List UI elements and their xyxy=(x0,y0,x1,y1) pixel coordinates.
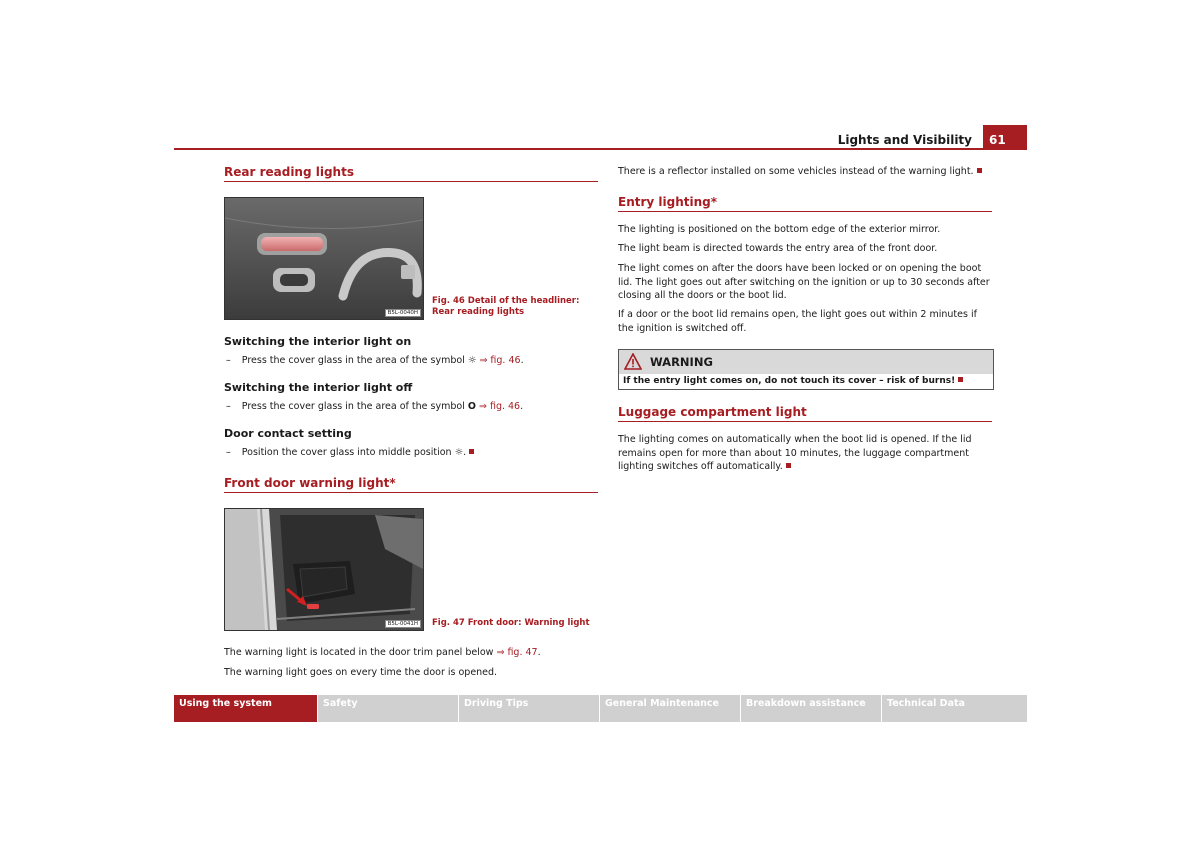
door-contact-heading: Door contact setting xyxy=(224,427,352,440)
fig-46-reference-link[interactable]: ⇒ fig. 46 xyxy=(478,401,521,412)
entry-lighting-paragraph-3: The light comes on after the doors have been locked or on opening the boot lid. The light goes out after switching on the ignition or up to 30 seconds after closing all the doors or the boot lid. xyxy=(618,263,990,301)
warning-header xyxy=(619,350,993,374)
figure-code: B5L-0040H xyxy=(385,309,421,317)
section-rule xyxy=(224,492,598,493)
door-contact-text: Position the cover glass into middle position xyxy=(241,447,455,458)
reflector-paragraph xyxy=(618,165,992,179)
rear-reading-lights-heading: Rear reading lights xyxy=(224,165,354,179)
nav-tab-label: Using the system xyxy=(179,698,272,709)
nav-tab-label: General Maintenance xyxy=(605,698,719,709)
section-end-marker-icon xyxy=(469,449,474,454)
nav-tab-driving-tips[interactable] xyxy=(459,695,599,722)
warning-message: If the entry light comes on, do not touch its cover – risk of burns! xyxy=(623,376,956,386)
door-contact-symbol-icon: ☼ xyxy=(454,447,464,458)
entry-lighting-paragraph-4: If a door or the boot lid remains open, the light goes out within 2 minutes if the ignition is switched off. xyxy=(618,309,977,334)
step-dash: – xyxy=(226,401,231,412)
entry-lighting-paragraph-2: The light beam is directed towards the entry area of the front door. xyxy=(618,243,938,254)
entry-lighting-paragraph-1: The lighting is positioned on the bottom edge of the exterior mirror. xyxy=(618,224,941,235)
section-end-marker-icon xyxy=(786,463,791,468)
entry-lighting-heading: Entry lighting* xyxy=(618,195,718,209)
nav-tab-general-maintenance[interactable] xyxy=(600,695,740,722)
figure-47-caption: Fig. 47 Front door: Warning light xyxy=(432,618,590,628)
warning-text xyxy=(623,376,963,386)
sentence-end: . xyxy=(520,355,524,366)
warning-box xyxy=(618,349,994,390)
warning-light-location-text: The warning light is located in the door trim panel below xyxy=(224,647,497,658)
warning-title: WARNING xyxy=(650,355,713,369)
front-door-warning-heading: Front door warning light* xyxy=(224,476,396,490)
nav-tab-label: Technical Data xyxy=(887,698,965,709)
step-dash: – xyxy=(226,447,231,458)
page-section-title: Lights and Visibility xyxy=(837,133,972,147)
nav-tab-breakdown-assistance[interactable] xyxy=(741,695,881,722)
door-contact-step xyxy=(226,446,598,460)
sentence-end: . xyxy=(463,447,467,458)
switch-on-step xyxy=(226,354,598,368)
nav-tab-label: Driving Tips xyxy=(464,698,529,709)
figure-46-caption: Fig. 46 Detail of the headliner: Rear reading lights xyxy=(432,296,580,317)
figure-46-headliner xyxy=(224,197,424,320)
switch-off-step xyxy=(226,400,598,414)
section-rule xyxy=(618,211,992,212)
step-dash: – xyxy=(226,355,231,366)
warning-triangle-icon xyxy=(624,353,642,370)
warning-light-location-paragraph xyxy=(224,646,598,660)
page-number: 61 xyxy=(989,133,1006,147)
luggage-light-paragraph xyxy=(618,433,992,474)
reflector-text: There is a reflector installed on some vehicles instead of the warning light. xyxy=(618,166,974,177)
nav-tab-label: Breakdown assistance xyxy=(746,698,866,709)
nav-tab-technical-data[interactable] xyxy=(882,695,1027,722)
light-off-symbol-icon: O xyxy=(467,401,476,412)
figure-code: B5L-0041H xyxy=(385,620,421,628)
light-on-symbol-icon: ☼ xyxy=(467,355,477,366)
section-end-marker-icon xyxy=(977,168,982,173)
warning-light-behavior-paragraph: The warning light goes on every time the door is opened. xyxy=(224,667,498,678)
switch-on-heading: Switching the interior light on xyxy=(224,335,412,348)
nav-tab-safety[interactable] xyxy=(318,695,458,722)
figure-47-front-door xyxy=(224,508,424,631)
switch-on-text: Press the cover glass in the area of the symbol xyxy=(241,355,468,366)
switch-off-text: Press the cover glass in the area of the symbol xyxy=(241,401,468,412)
switch-off-heading: Switching the interior light off xyxy=(224,381,413,394)
sentence-end: . xyxy=(520,401,524,412)
nav-tab-using-the-system[interactable] xyxy=(174,695,317,722)
luggage-light-text: The lighting comes on automatically when the boot lid is opened. If the lid remains open for more than about 10 minutes, the luggage compartment lighting switches off automatically. xyxy=(618,434,972,472)
nav-tab-label: Safety xyxy=(323,698,358,709)
sentence-end: . xyxy=(537,647,541,658)
fig-46-reference-link[interactable]: ⇒ fig. 46 xyxy=(479,355,521,366)
front-door-illustration xyxy=(225,509,423,630)
section-rule xyxy=(618,421,992,422)
fig-47-reference-link[interactable]: ⇒ fig. 47 xyxy=(496,647,538,658)
section-end-marker-icon xyxy=(958,377,963,382)
luggage-compartment-light-heading: Luggage compartment light xyxy=(618,405,807,419)
headliner-illustration xyxy=(225,198,423,319)
header-rule xyxy=(174,148,1027,150)
section-rule xyxy=(224,181,598,182)
